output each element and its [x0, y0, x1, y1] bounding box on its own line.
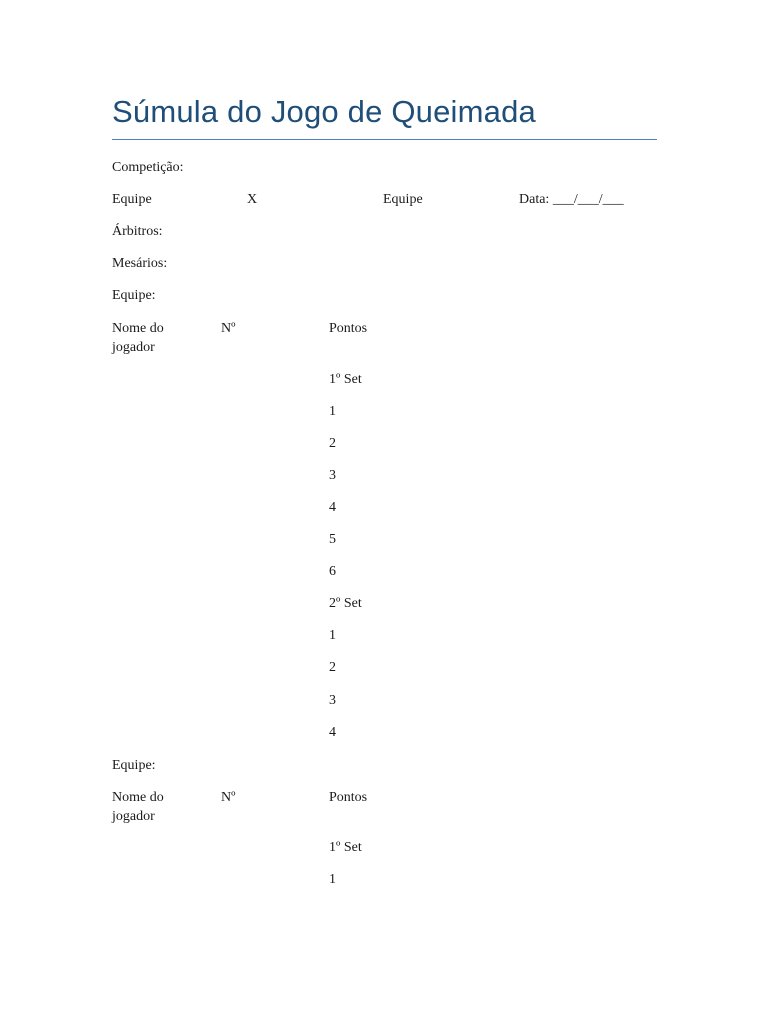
team2-set1-label: 1º Set: [329, 840, 362, 855]
equipe-a-label: Equipe: [112, 192, 152, 207]
team1-set2-row: 2: [329, 660, 336, 675]
team1-set1-row: 5: [329, 532, 336, 547]
team1-col-pontos: Pontos: [329, 321, 368, 336]
team1-col-nome-line1: Nome do: [112, 321, 164, 336]
team1-set1-row: 2: [329, 436, 336, 451]
team1-set1-row: 6: [329, 564, 336, 579]
equipe-b-label: Equipe: [383, 192, 423, 207]
team1-equipe-label: Equipe:: [112, 288, 156, 303]
team2-col-pontos: Pontos: [329, 790, 368, 805]
team1-set1-label: 1º Set: [329, 372, 362, 387]
arbitros-label: Árbitros:: [112, 224, 163, 239]
team1-set1-row: 3: [329, 468, 336, 483]
team2-col-nome-line1: Nome do: [112, 790, 164, 805]
team2-col-nome-line2: jogador: [112, 809, 155, 824]
data-label: Data: ___/___/___: [519, 192, 624, 207]
versus-label: X: [247, 192, 258, 207]
team1-col-numero: Nº: [221, 321, 236, 336]
team1-set1-row: 4: [329, 500, 336, 515]
team1-set1-row: 1: [329, 404, 336, 419]
document-title: Súmula do Jogo de Queimada: [112, 94, 536, 129]
mesarios-label: Mesários:: [112, 256, 168, 271]
team1-col-nome-line2: jogador: [112, 340, 155, 355]
team2-set1-row: 1: [329, 872, 336, 887]
competicao-label: Competição:: [112, 160, 184, 175]
team1-set2-row: 4: [329, 725, 336, 740]
team2-col-numero: Nº: [221, 790, 236, 805]
team1-set2-label: 2º Set: [329, 596, 362, 611]
title-underline: [112, 139, 657, 140]
team1-set2-row: 3: [329, 693, 336, 708]
team1-set2-row: 1: [329, 628, 336, 643]
team2-equipe-label: Equipe:: [112, 758, 156, 773]
